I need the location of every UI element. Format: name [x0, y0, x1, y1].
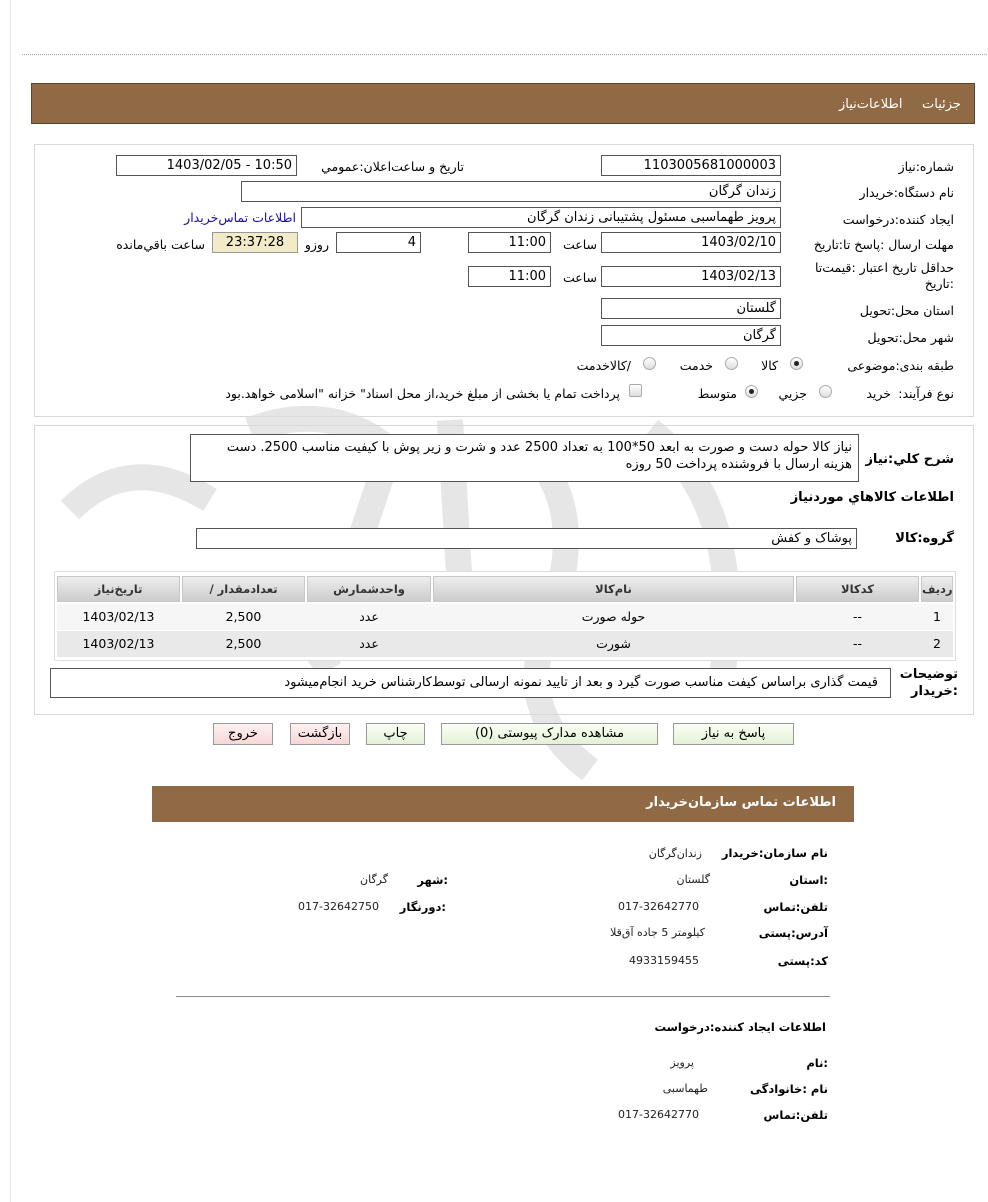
- cell-unit: عدد: [359, 609, 379, 624]
- address-label: آدرس:پستی: [758, 926, 828, 940]
- col-code-header: کدکالا: [796, 576, 919, 602]
- dotted-divider: [22, 54, 987, 55]
- view-attachments-button[interactable]: مشاهده مدارک پیوستی (0): [441, 723, 658, 745]
- creator-name-value: پرویز: [670, 1056, 694, 1069]
- process-partial-label: جزيي: [778, 386, 807, 401]
- buyer-contact-header: [152, 786, 854, 822]
- contact-city-label: :شهر: [417, 873, 448, 887]
- table-row: [57, 631, 953, 657]
- back-button[interactable]: بازگشت: [290, 723, 350, 745]
- reply-button[interactable]: پاسخ به نیاز: [673, 723, 794, 745]
- need-number-label: شماره:نیاز: [898, 159, 954, 174]
- treasury-payment-note: پرداخت تمام یا بخشی از مبلغ خرید،از محل اسناد" خزانه "اسلامی خواهد.بود: [225, 386, 620, 401]
- process-medium-label: متوسط: [697, 386, 737, 401]
- buyer-contact-title: اطلاعات تماس سازمان‌خریدار: [646, 795, 836, 810]
- category-both-radio[interactable]: [643, 357, 656, 370]
- creator-family-label: نام :خانوادگی: [750, 1082, 828, 1096]
- cell-row: 2: [933, 636, 941, 651]
- contact-city-value: گرگان: [360, 873, 388, 886]
- goods-info-title: اطلاعات کالاهاي موردنیاز: [790, 490, 954, 505]
- org-name-value: زندان‌گرگان: [648, 847, 702, 860]
- postal-label: کد:پستی: [777, 954, 828, 968]
- process-medium-radio[interactable]: [745, 385, 758, 398]
- address-value: کیلومتر 5 جاده آق‌قلا: [610, 926, 705, 939]
- buyer-org-label: نام دستگاه:خریدار: [859, 185, 954, 200]
- org-name-label: نام سازمان:خریدار: [721, 846, 828, 860]
- category-service-label: خدمت: [679, 358, 713, 373]
- postal-value: 4933159455: [629, 954, 699, 967]
- process-label: نوع فرآیند:: [898, 386, 954, 401]
- contact-province-value: گلستان: [676, 873, 710, 886]
- creator-phone-value: 017-32642770: [618, 1108, 699, 1121]
- city-label: شهر محل:تحویل: [867, 330, 954, 345]
- col-qty-header: / تعدادمقدار: [182, 576, 305, 602]
- cell-code: --: [852, 609, 863, 624]
- exit-button[interactable]: خروج: [213, 723, 273, 745]
- announce-label: تاریخ و ساعت‌اعلان:عمومي: [321, 159, 464, 174]
- cell-name: شورت: [596, 636, 631, 651]
- cell-qty: 2,500: [225, 636, 262, 651]
- buyer-contact-link[interactable]: اطلاعات تماس‌خریدار: [184, 210, 296, 225]
- deadline-time-label: ساعت: [562, 237, 597, 252]
- category-goods-label: کالا: [761, 358, 778, 373]
- goods-group-field: پوشاک و کفش: [196, 528, 857, 549]
- col-unit-header: واحدشمارش: [307, 576, 431, 602]
- days-field: 4: [336, 232, 421, 253]
- table-row: [57, 604, 953, 630]
- province-field: گلستان: [601, 298, 781, 319]
- print-button[interactable]: چاپ: [366, 723, 425, 745]
- contact-phone-value: 017-32642770: [618, 900, 699, 913]
- category-service-radio[interactable]: [725, 357, 738, 370]
- deadline-time-field: 11:00: [468, 232, 551, 253]
- cell-date: 1403/02/13: [82, 636, 155, 651]
- col-name-header: نام‌کالا: [433, 576, 794, 602]
- creator-label: ایجاد کننده:درخواست: [842, 212, 954, 227]
- creator-field: پرویز طهماسبی مسئول پشتیبانی زندان گرگان: [301, 207, 781, 228]
- creator-family-value: طهماسبی: [662, 1082, 708, 1095]
- process-buy-label: خرید: [866, 386, 891, 401]
- tab-need-info[interactable]: اطلاعات‌نیاز: [839, 97, 903, 112]
- announce-date-field: 1403/02/05 - 10:50: [116, 155, 297, 176]
- cell-date: 1403/02/13: [82, 609, 155, 624]
- buyer-notes-label: توضیحات :خریدار: [899, 667, 958, 699]
- contact-fax-value: 017-32642750: [298, 900, 379, 913]
- description-box: نیاز کالا حوله دست و صورت به ابعد 50*100 به تعداد 2500 عدد و شرت و زیر پوش با کیفیت مناسب 2500. دست هزینه ارسال با فروشنده پرداخت 50 روزه: [190, 434, 859, 482]
- deadline-label: مهلت ارسال :پاسخ تا:تاریخ: [813, 237, 954, 252]
- treasury-payment-checkbox[interactable]: [629, 384, 642, 397]
- col-row-header: ردیف: [921, 576, 953, 602]
- cell-row: 1: [933, 609, 941, 624]
- contact-fax-label: :دورنگار: [399, 900, 446, 914]
- buyer-notes-box: قیمت گذاری براساس کیفت مناسب صورت گیرد و بعد از تایید نمونه ارسالی توسط‌کارشناس خرید انجام‌میشود: [50, 668, 891, 698]
- cell-unit: عدد: [359, 636, 379, 651]
- need-number-field: 1103005681000003: [601, 155, 781, 176]
- validity-time-label: ساعت: [562, 270, 597, 285]
- validity-time-field: 11:00: [468, 266, 551, 287]
- buyer-org-field: زندان گرگان: [241, 181, 781, 202]
- deadline-date-field: 1403/02/10: [601, 232, 781, 253]
- creator-phone-label: تلفن:تماس: [763, 1108, 828, 1122]
- goods-table: [54, 571, 956, 661]
- days-label: روزو: [304, 237, 329, 252]
- cell-qty: 2,500: [225, 609, 262, 624]
- validity-label: حداقل تاریخ اعتبار :قیمت‌تا :تاریخ: [814, 260, 954, 291]
- cell-name: حوله صورت: [581, 609, 646, 624]
- contact-province-label: :استان: [789, 873, 828, 887]
- remaining-label: ساعت باقي‌مانده: [116, 237, 205, 252]
- goods-group-label: گروه:کالا: [895, 531, 954, 546]
- creator-name-label: :نام: [806, 1056, 828, 1070]
- category-goods-radio[interactable]: [790, 357, 803, 370]
- province-label: استان محل:تحویل: [859, 303, 954, 318]
- creator-info-title: اطلاعات ایجاد کننده:درخواست: [654, 1020, 826, 1034]
- validity-date-field: 1403/02/13: [601, 266, 781, 287]
- top-header-bar: [31, 83, 975, 124]
- description-label: شرح کلي:نیاز: [865, 452, 954, 467]
- category-both-label: /کالاخدمت: [576, 358, 631, 373]
- city-field: گرگان: [601, 325, 781, 346]
- page-left-rule: [10, 0, 11, 1202]
- col-date-header: تاریخ‌نیاز: [57, 576, 180, 602]
- cell-code: --: [852, 636, 863, 651]
- tab-details[interactable]: جزئیات: [922, 97, 961, 112]
- contact-phone-label: تلفن:تماس: [763, 900, 828, 914]
- process-partial-radio[interactable]: [819, 385, 832, 398]
- contact-divider: [176, 996, 830, 997]
- category-label: طبقه بندی:موضوعی: [847, 358, 954, 373]
- remaining-time-badge: 23:37:28: [212, 232, 298, 253]
